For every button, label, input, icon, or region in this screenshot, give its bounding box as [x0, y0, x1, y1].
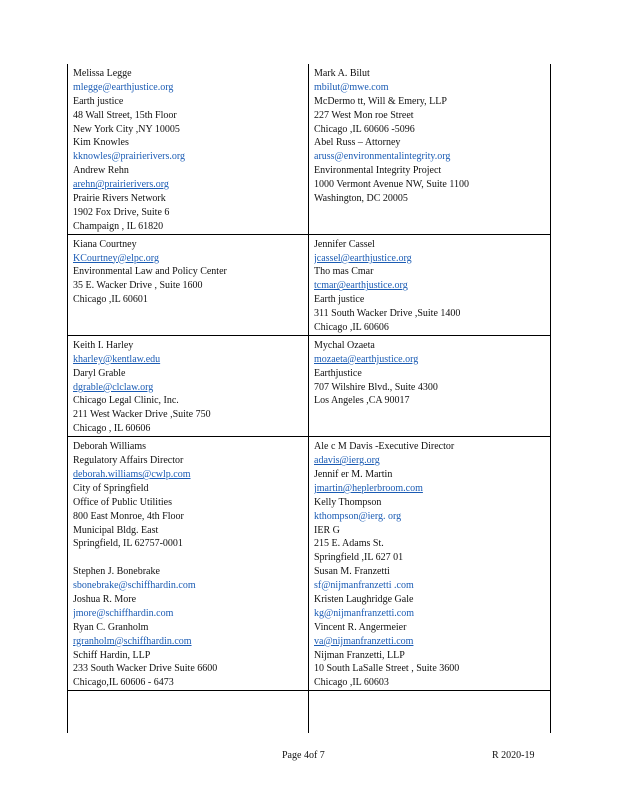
table-row	[68, 64, 550, 235]
table-row	[68, 437, 550, 691]
contact-line: Daryl Grable	[73, 367, 126, 379]
email-link[interactable]: kg@nijmanfranzetti.com	[314, 607, 415, 619]
contact-line: 10 South LaSalle Street , Suite 3600	[314, 663, 460, 675]
contact-line: Keith I. Harley	[73, 339, 134, 351]
table-row	[68, 235, 550, 336]
contact-line: Chicago , IL 60606	[73, 423, 151, 435]
email-link[interactable]: aruss@environmentalintegrity.org	[314, 151, 451, 163]
contact-line: Vincent R. Angermeier	[314, 621, 407, 633]
email-link[interactable]: mlegge@earthjustice.org	[73, 81, 174, 93]
email-link[interactable]: adavis@ierg.org	[314, 455, 380, 467]
contact-line: 800 East Monroe, 4th Floor	[73, 510, 184, 522]
email-link[interactable]: mozaeta@earthjustice.org	[314, 353, 419, 365]
contact-line: Andrew Rehn	[73, 165, 129, 177]
contact-line: Municipal Bldg. East	[73, 524, 159, 536]
service-list-table	[67, 64, 551, 733]
page-number: Page 4of 7	[282, 750, 325, 761]
contact-line: Deborah Williams	[73, 441, 147, 453]
contact-line: Regulatory Affairs Director	[73, 455, 184, 467]
contact-line: Earthjustice	[314, 367, 362, 379]
contact-line: IER G	[314, 524, 340, 536]
email-link[interactable]: kharley@kentlaw.edu	[73, 353, 161, 365]
contact-line: Chicago ,IL 60606	[314, 322, 389, 334]
docket-number: R 2020-19	[492, 750, 535, 761]
contact-line: Earth justice	[73, 95, 124, 107]
left-contact-cell	[68, 64, 309, 234]
email-link[interactable]: jcassel@earthjustice.org	[314, 252, 412, 264]
email-link[interactable]: kknowles@prairierivers.org	[73, 151, 186, 163]
contact-line: Nijman Franzetti, LLP	[314, 649, 405, 661]
contact-line: Environmental Law and Policy Center	[73, 266, 227, 278]
contact-line: Joshua R. More	[73, 593, 137, 605]
email-link[interactable]: kthompson@ierg. org	[314, 510, 402, 522]
contact-line: Office of Public Utilities	[73, 496, 172, 508]
contact-line: Washington, DC 20005	[314, 193, 408, 205]
contact-line: Chicago ,IL 60601	[73, 294, 148, 306]
contact-line: Mychal Ozaeta	[314, 339, 375, 351]
contact-line: Ale c M Davis -Executive Director	[314, 441, 455, 453]
contact-line: Kiana Courtney	[73, 238, 137, 250]
contact-line: 48 Wall Street, 15th Floor	[73, 109, 177, 121]
email-link[interactable]: sf@nijmanfranzetti .com	[314, 580, 414, 592]
contact-line: Melissa Legge	[73, 68, 132, 79]
contact-line: Champaign , IL 61820	[73, 220, 164, 232]
contact-line: 211 West Wacker Drive ,Suite 750	[73, 409, 211, 421]
contact-line: 233 South Wacker Drive Suite 6600	[73, 663, 218, 675]
contact-line: Environmental Integrity Project	[314, 165, 442, 177]
contact-line: Springfield, IL 62757-0001	[73, 538, 183, 550]
contact-line: Springfield ,IL 627 01	[314, 552, 404, 564]
right-contact-cell	[309, 64, 550, 234]
contact-line: Prairie Rivers Network	[73, 193, 166, 205]
contact-line: New York City ,NY 10005	[73, 123, 180, 135]
contact-line: Jennif er M. Martin	[314, 468, 393, 480]
contact-line: 227 West Mon roe Street	[314, 109, 414, 121]
contact-line: Susan M. Franzetti	[314, 566, 390, 578]
table-row	[68, 336, 550, 437]
contact-line: 35 E. Wacker Drive , Suite 1600	[73, 280, 203, 292]
contact-line: Ryan C. Granholm	[73, 621, 149, 633]
email-link[interactable]: jmore@schiffhardin.com	[73, 607, 174, 619]
contact-line: Jennifer Cassel	[314, 238, 375, 250]
contact-line: Mark A. Bilut	[314, 68, 370, 79]
contact-line: 707 Wilshire Blvd., Suite 4300	[314, 381, 438, 393]
empty-cell	[309, 691, 550, 733]
email-link[interactable]: rgranholm@schiffhardin.com	[73, 635, 192, 647]
contact-line: McDermo tt, Will & Emery, LLP	[314, 95, 447, 107]
contact-line: City of Springfield	[73, 482, 149, 494]
email-link[interactable]: arehn@prairierivers.org	[73, 179, 169, 191]
contact-line: Stephen J. Bonebrake	[73, 566, 160, 578]
contact-line: Schiff Hardin, LLP	[73, 649, 151, 661]
email-link[interactable]: sbonebrake@schiffhardin.com	[73, 580, 196, 592]
contact-line: Chicago ,IL 60603	[314, 677, 389, 689]
email-link[interactable]: deborah.williams@cwlp.com	[73, 468, 191, 480]
email-link[interactable]: jmartin@heplerbroom.com	[314, 482, 423, 494]
contact-line: Tho mas Cmar	[314, 266, 374, 278]
email-link[interactable]: mbilut@mwe.com	[314, 81, 389, 93]
page-footer	[0, 750, 618, 764]
right-contact-cell	[309, 235, 550, 335]
left-contact-cell	[68, 235, 309, 335]
email-link[interactable]: tcmar@earthjustice.org	[314, 280, 408, 292]
left-contact-cell	[68, 437, 309, 690]
contact-line: 1902 Fox Drive, Suite 6	[73, 206, 170, 218]
empty-table-row	[68, 691, 550, 733]
left-contact-cell	[68, 336, 309, 436]
email-link[interactable]: va@nijmanfranzetti.com	[314, 635, 414, 647]
email-link[interactable]: KCourtney@elpc.org	[73, 252, 159, 264]
contact-line	[73, 551, 304, 565]
contact-line: Los Angeles ,CA 90017	[314, 395, 410, 407]
contact-line: Kim Knowles	[73, 137, 129, 149]
contact-line: Chicago ,IL 60606 -5096	[314, 123, 415, 135]
contact-line: Earth justice	[314, 294, 365, 306]
right-contact-cell	[309, 437, 550, 690]
contact-line: Kelly Thompson	[314, 496, 382, 508]
contact-line: Chicago Legal Clinic, Inc.	[73, 395, 179, 407]
contact-line: 1000 Vermont Avenue NW, Suite 1100	[314, 179, 469, 191]
contact-line: Kristen Laughridge Gale	[314, 593, 414, 605]
contact-line: Chicago,IL 60606 - 6473	[73, 677, 174, 689]
email-link[interactable]: dgrable@clclaw.org	[73, 381, 154, 393]
contact-line: Abel Russ – Attorney	[314, 137, 401, 149]
contact-line: 215 E. Adams St.	[314, 538, 384, 550]
empty-cell	[68, 691, 309, 733]
contact-line: 311 South Wacker Drive ,Suite 1400	[314, 308, 461, 320]
right-contact-cell	[309, 336, 550, 436]
